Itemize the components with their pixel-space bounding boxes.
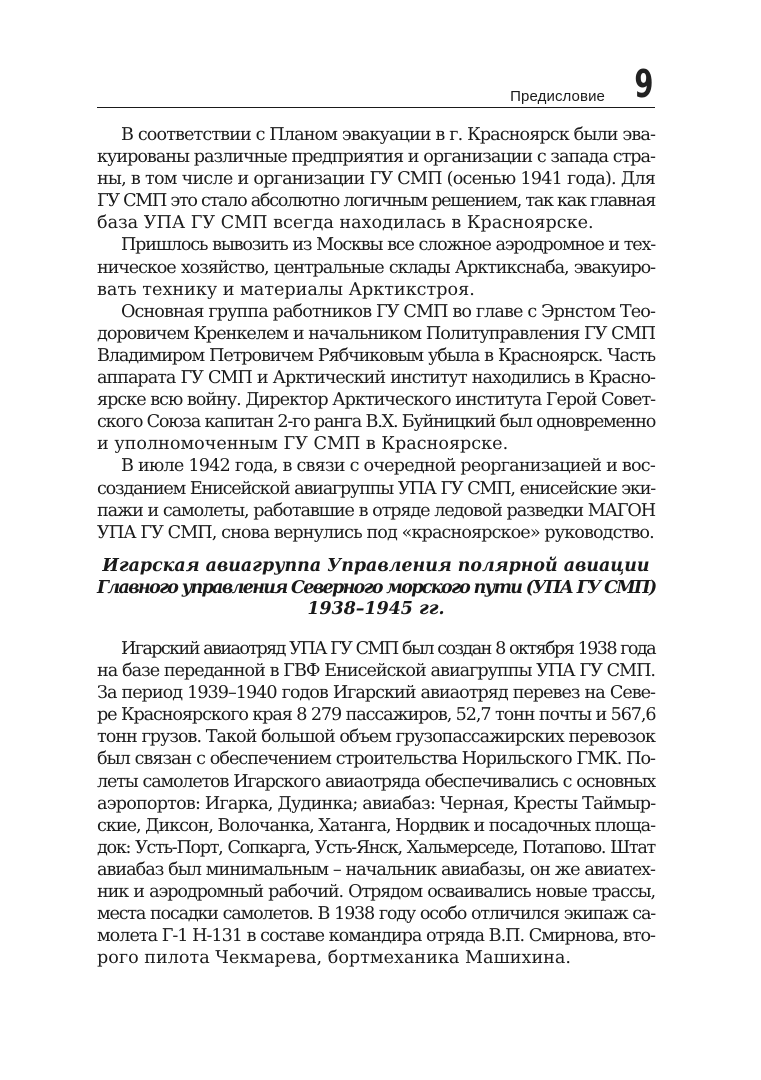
text-line: база УПА ГУ СМП всегда находилась в Красноярске. (97, 213, 594, 234)
text-line: В июле 1942 года, в связи с очередной реорганизацией и вос- (121, 456, 655, 477)
body-text-part-2 (97, 638, 655, 969)
text-line: ярске всю войну. Директор Арктического института Герой Совет- (97, 390, 656, 411)
text-line: ГУ СМП это стало абсолютно логичным решением, так как главная (97, 191, 655, 212)
text-line: Основная группа работников ГУ СМП во главе с Эрнстом Тео- (121, 301, 655, 322)
heading-line: Игарская авиагруппа Управления полярной авиации (102, 556, 650, 576)
text-line: доровичем Кренкелем и начальником Политуправления ГУ СМП (97, 323, 655, 344)
text-line: В соответствии с Планом эвакуации в г. Красноярск были эва- (121, 125, 655, 145)
text-line: места посадки самолетов. В 1938 году особо отличился экипаж са- (97, 904, 655, 925)
text-line: рого пилота Чекмарева, бортмеханика Машихина. (97, 948, 571, 969)
text-line: авиабаз был минимальным – начальник авиабазы, он же авиатех- (97, 859, 655, 880)
text-line: ны, в том числе и организации ГУ СМП (осенью 1941 года). Для (97, 169, 655, 190)
section-heading (97, 556, 655, 621)
text-line: был связан с обеспечением строительства Норильского ГМК. По- (97, 749, 655, 770)
text-line: аэропортов: Игарка, Дудинка; авиабаз: Черная, Кресты Таймыр- (97, 793, 656, 814)
text-line: аппарата ГУ СМП и Арктический институт находились в Красно- (97, 368, 655, 389)
text-line: ского Союза капитан 2-го ранга В.Х. Буйницкий был одновременно (97, 412, 656, 433)
text-line: вать технику и материалы Арктикстроя. (97, 279, 475, 300)
text-line: УПА ГУ СМП, снова вернулись под «красноярское» руководство. (97, 522, 654, 543)
text-line: За период 1939–1940 годов Игарский авиаотряд перевез на Севе- (97, 683, 655, 704)
body-text-part-1 (97, 124, 655, 544)
text-line: леты самолетов Игарского авиаотряда обеспечивались с основных (97, 771, 655, 792)
text-line: куированы различные предприятия и организации с запада стра- (97, 147, 655, 168)
running-header (97, 62, 655, 110)
page-number: 9 (633, 62, 653, 106)
text-line: ническое хозяйство, центральные склады Арктикснаба, эвакуиро- (97, 257, 655, 278)
text-line: тонн грузов. Такой большой объем грузопассажирских перевозок (97, 727, 655, 748)
heading-line: Главного управления Северного морского пути (УПА ГУ СМП) (97, 577, 656, 598)
text-line: ские, Диксон, Волочанка, Хатанга, Нордвик и посадочных площа- (97, 815, 656, 836)
section-title: Предисловие (510, 88, 605, 105)
text-line: ник и аэродромный рабочий. Отрядом осваивались новые трассы, (97, 882, 655, 903)
text-line: ре Красноярского края 8 279 пассажиров, 52,7 тонн почты и 567,6 (97, 705, 656, 726)
text-line: созданием Енисейской авиагруппы УПА ГУ СМП, енисейские эки- (97, 478, 655, 499)
text-line: и уполномоченным ГУ СМП в Красноярске. (97, 434, 509, 455)
heading-line: 1938–1945 гг. (307, 599, 445, 619)
header-rule (97, 107, 655, 108)
text-line: пажи и самолеты, работавшие в отряде ледовой разведки МАГОН (97, 500, 655, 521)
text-line: Пришлось вывозить из Москвы все сложное аэродромное и тех- (121, 235, 655, 256)
text-line: Игарский авиаотряд УПА ГУ СМП был создан 8 октября 1938 года (121, 639, 655, 659)
text-line: док: Усть-Порт, Сопкарга, Усть-Янск, Хальмерседе, Потапово. Штат (97, 837, 655, 858)
text-line: Владимиром Петровичем Рябчиковым убыла в Красноярск. Часть (97, 345, 655, 366)
text-line: на базе переданной в ГВФ Енисейской авиагруппы УПА ГУ СМП. (97, 661, 655, 682)
text-line: молета Г-1 Н-131 в составе командира отряда В.П. Смирнова, вто- (97, 926, 655, 947)
